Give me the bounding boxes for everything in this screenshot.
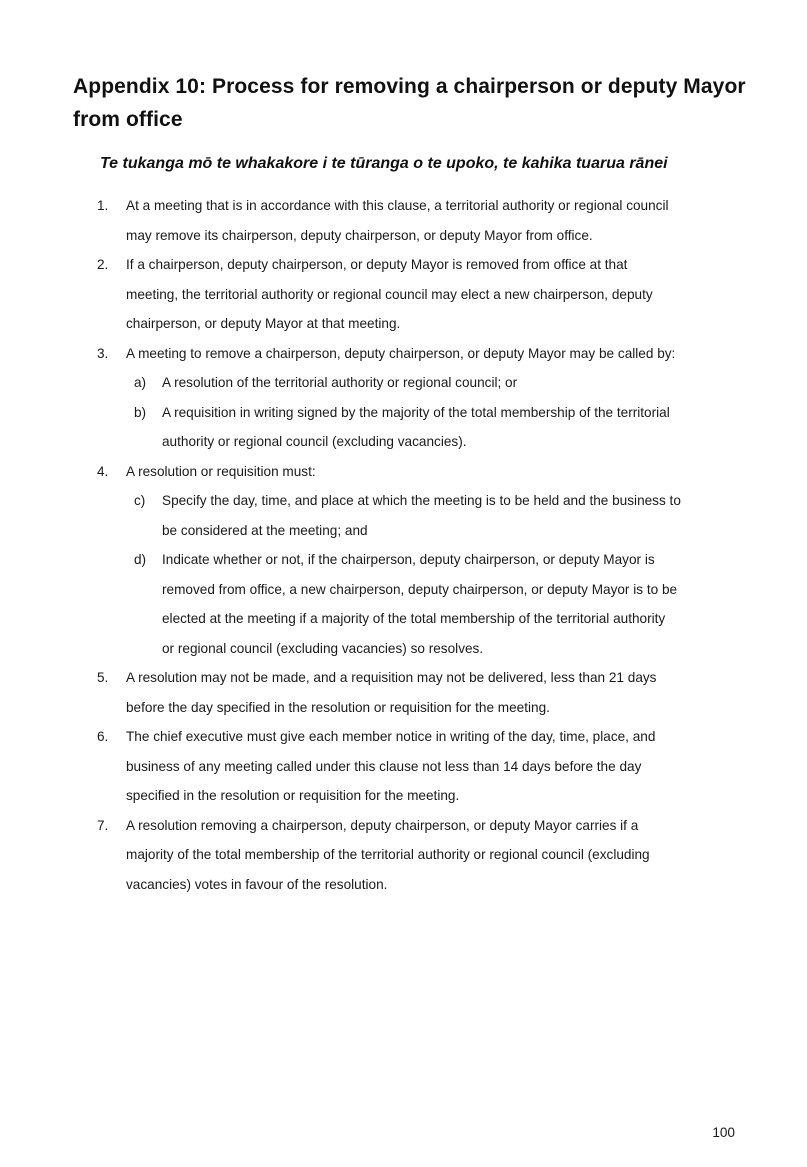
clause-text-line: A resolution removing a chairperson, deputy chairperson, or deputy Mayor carries if a	[126, 817, 639, 833]
clause-text-line: At a meeting that is in accordance with this clause, a territorial authority or regional council	[126, 198, 669, 213]
clause-text-line: business of any meeting called under this clause not less than 14 days before the day	[126, 758, 642, 774]
sub-clause-text-line: removed from office, a new chairperson, deputy chairperson, or deputy Mayor is to be	[162, 581, 678, 597]
page-title-line-2: from office	[73, 108, 183, 131]
sub-clause-letter: b)	[134, 404, 147, 420]
clause-text-line: If a chairperson, deputy chairperson, or deputy Mayor is removed from office at that	[126, 257, 628, 272]
clause-number: 1.	[97, 198, 109, 213]
clause-text-line: meeting, the territorial authority or regional council may elect a new chairperson, deputy	[126, 286, 653, 302]
sub-clause-text-line: elected at the meeting if a majority of the total membership of the territorial authority	[162, 611, 666, 626]
sub-clause-text-line: Specify the day, time, and place at which the meeting is to be held and the business to	[162, 493, 681, 508]
clause-number: 6.	[97, 729, 109, 744]
clause-number: 4.	[97, 463, 109, 479]
clause-text-line: before the day specified in the resolution or requisition for the meeting.	[126, 699, 550, 715]
sub-clause-text-line: or regional council (excluding vacancies) so resolves.	[162, 640, 484, 656]
clause-text-line: vacancies) votes in favour of the resolution.	[126, 876, 388, 892]
sub-clause-text-line: A requisition in writing signed by the majority of the total membership of the territorial	[162, 404, 670, 420]
sub-clause-text-line: A resolution of the territorial authority or regional council; or	[162, 375, 518, 390]
clause-text-line: majority of the total membership of the territorial authority or regional council (excluding	[126, 847, 650, 862]
sub-clause-text-line: authority or regional council (excluding vacancies).	[162, 434, 467, 449]
sub-clause-text-line: be considered at the meeting; and	[162, 522, 368, 538]
clause-text-line: A resolution or requisition must:	[126, 463, 316, 479]
sub-clause-letter: c)	[134, 493, 146, 508]
clause-number: 7.	[97, 817, 109, 833]
clause-number: 5.	[97, 670, 109, 685]
clause-text-line: The chief executive must give each member notice in writing of the day, time, place, and	[126, 729, 656, 744]
page-number: 100	[712, 1125, 735, 1140]
clause-text-line: may remove its chairperson, deputy chairperson, or deputy Mayor from office.	[126, 227, 593, 243]
sub-clause-letter: d)	[134, 552, 147, 567]
clause-text-line: A meeting to remove a chairperson, deputy chairperson, or deputy Mayor may be called by:	[126, 345, 676, 361]
clause-text-line: specified in the resolution or requisition for the meeting.	[126, 788, 460, 803]
sub-clause-letter: a)	[134, 375, 147, 390]
page-title	[73, 70, 763, 136]
clause-text-line: A resolution may not be made, and a requisition may not be delivered, less than 21 days	[126, 670, 657, 685]
page-title-line-1: Appendix 10: Process for removing a chairperson or deputy Mayor	[73, 75, 746, 98]
clause-number: 3.	[97, 345, 109, 361]
page-subtitle: Te tukanga mō te whakakore i te tūranga o te upoko, te kahika tuarua rānei	[100, 155, 668, 172]
clause-text-line: chairperson, or deputy Mayor at that meeting.	[126, 316, 401, 331]
clause-number: 2.	[97, 257, 109, 272]
sub-clause-text-line: Indicate whether or not, if the chairperson, deputy chairperson, or deputy Mayor is	[162, 552, 655, 567]
